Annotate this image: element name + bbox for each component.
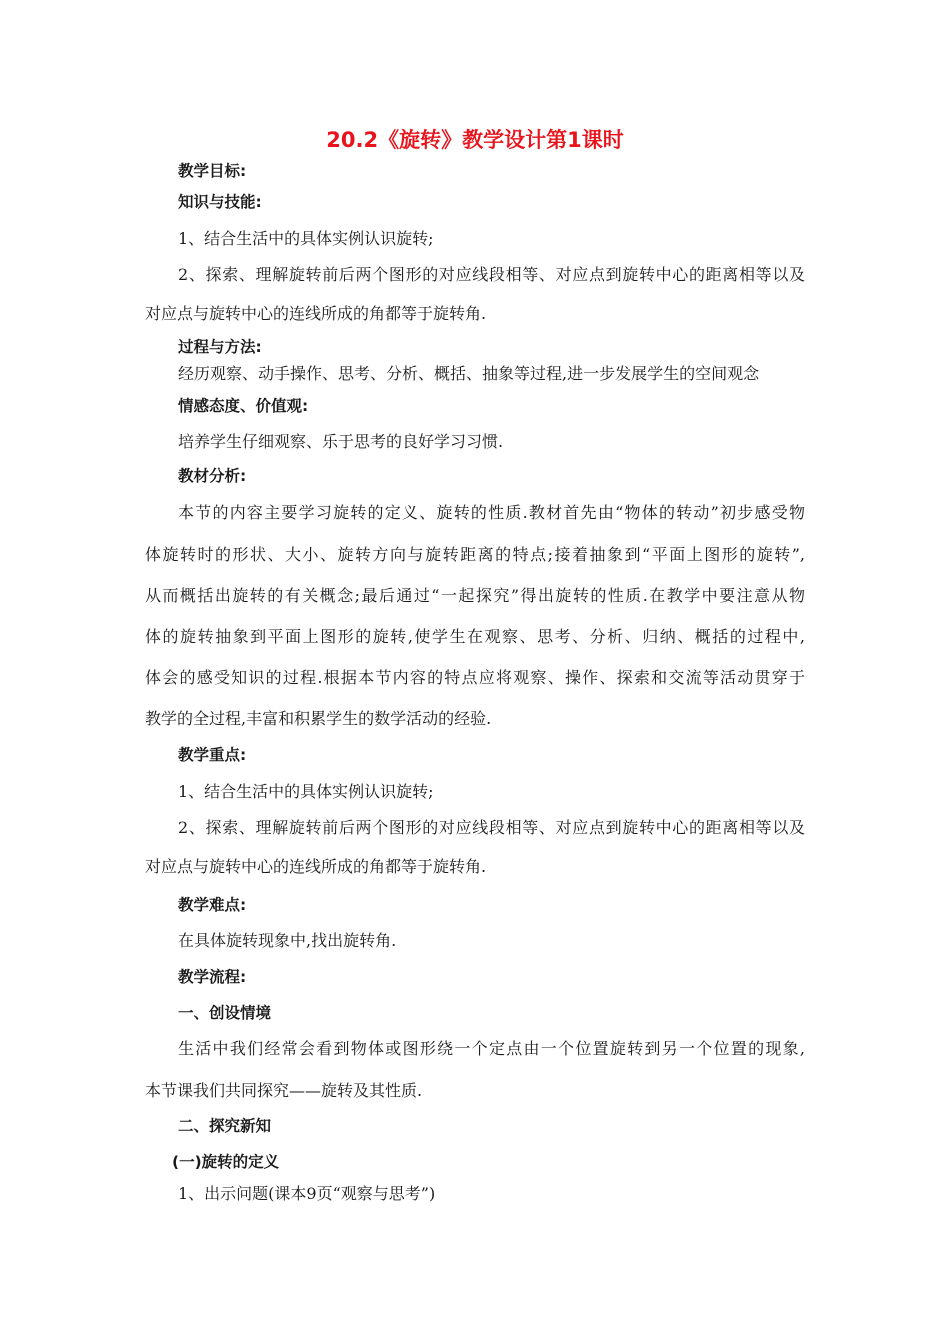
paragraph-line: 2、探索、理解旋转前后两个图形的对应线段相等、对应点到旋转中心的距离相等以及 (178, 265, 805, 284)
paragraph-line: 培养学生仔细观察、乐于思考的良好学习习惯. (178, 432, 504, 451)
section-heading-explore-new: 二、探究新知 (178, 1117, 272, 1135)
paragraph-line: 经历观察、动手操作、思考、分析、概括、抽象等过程,进一步发展学生的空间观念 (178, 364, 760, 383)
section-heading-create-situation: 一、创设情境 (178, 1004, 272, 1022)
heading-teaching-process: 教学流程: (178, 968, 247, 986)
paragraph-line: 体旋转时的形状、大小、旋转方向与旋转距离的特点;接着抽象到“平面上图形的旋转”, (145, 545, 805, 564)
subheading-knowledge-skills: 知识与技能: (178, 193, 262, 211)
paragraph-line: 教学的全过程,丰富和积累学生的数学活动的经验. (145, 709, 492, 728)
paragraph-line: 体会的感受知识的过程.根据本节内容的特点应将观察、操作、探索和交流等活动贯穿于 (145, 668, 805, 687)
subsection-heading-rotation-definition: (一)旋转的定义 (172, 1153, 280, 1171)
subheading-attitude-values: 情感态度、价值观: (178, 397, 309, 415)
paragraph-line: 1、结合生活中的具体实例认识旋转; (178, 229, 434, 248)
paragraph-line: 体的旋转抽象到平面上图形的旋转,使学生在观察、思考、分析、归纳、概括的过程中, (145, 627, 805, 646)
paragraph-line: 从而概括出旋转的有关概念;最后通过“一起探究”得出旋转的性质.在教学中要注意从物 (145, 586, 805, 605)
paragraph-line: 本节课我们共同探究——旋转及其性质. (145, 1081, 423, 1100)
paragraph-line: 2、探索、理解旋转前后两个图形的对应线段相等、对应点到旋转中心的距离相等以及 (178, 818, 805, 837)
heading-teaching-goals: 教学目标: (178, 162, 247, 180)
paragraph-line: 本节的内容主要学习旋转的定义、旋转的性质.教材首先由“物体的转动”初步感受物 (178, 503, 805, 522)
paragraph-line: 生活中我们经常会看到物体或图形绕一个定点由一个位置旋转到另一个位置的现象, (178, 1039, 805, 1058)
document-title: 20.2《旋转》教学设计第1课时 (326, 128, 624, 152)
heading-teaching-focus: 教学重点: (178, 746, 247, 764)
paragraph-line: 1、结合生活中的具体实例认识旋转; (178, 782, 434, 801)
heading-material-analysis: 教材分析: (178, 467, 247, 485)
paragraph-line: 对应点与旋转中心的连线所成的角都等于旋转角. (145, 304, 487, 323)
heading-teaching-difficulty: 教学难点: (178, 896, 247, 914)
subheading-process-method: 过程与方法: (178, 338, 262, 356)
paragraph-line: 1、出示问题(课本9页“观察与思考”) (178, 1184, 436, 1203)
paragraph-line: 对应点与旋转中心的连线所成的角都等于旋转角. (145, 857, 487, 876)
paragraph-line: 在具体旋转现象中,找出旋转角. (178, 931, 397, 950)
